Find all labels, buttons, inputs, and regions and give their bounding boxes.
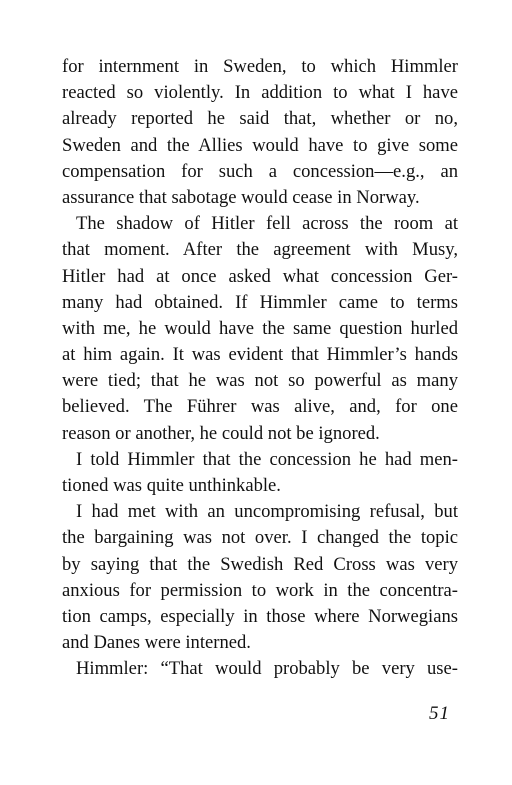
text-line: Sweden and the Allies would have to give some — [62, 134, 458, 156]
text-line: with me, he would have the same question hurled — [62, 317, 458, 339]
text-line: and Danes were interned. — [62, 632, 251, 654]
text-line: anxious for permission to work in the concentra- — [62, 579, 458, 601]
paragraph-start-line: I told Himmler that the concession he had men- — [76, 448, 458, 470]
text-line: reacted so violently. In addition to what I have — [62, 82, 458, 104]
text-line: reason or another, he could not be ignored. — [62, 422, 380, 444]
text-line: were tied; that he was not so powerful as many — [62, 370, 458, 392]
text-line: that moment. After the agreement with Musy, — [62, 239, 458, 261]
text-line: believed. The Führer was alive, and, for one — [62, 396, 458, 418]
text-line: by saying that the Swedish Red Cross was very — [62, 553, 458, 575]
text-line: already reported he said that, whether or no, — [62, 108, 458, 130]
text-line: tioned was quite unthinkable. — [62, 475, 281, 496]
paragraph-start-line: Himmler: “That would probably be very use- — [76, 658, 458, 680]
text-line: Hitler had at once asked what concession Ger- — [62, 265, 458, 287]
paragraph-start-line: I had met with an uncompromising refusal, but — [76, 501, 458, 523]
text-line: assurance that sabotage would cease in Norway. — [62, 186, 420, 208]
text-line: tion camps, especially in those where Norwegians — [62, 605, 458, 627]
text-line: at him again. It was evident that Himmler’s hands — [62, 344, 458, 366]
text-line: compensation for such a concession—e.g., an — [62, 160, 458, 182]
page-number: 51 — [429, 703, 450, 724]
text-line: many had obtained. If Himmler came to terms — [62, 291, 458, 313]
paragraph-start-line: The shadow of Hitler fell across the room at — [76, 213, 458, 235]
body-text — [62, 54, 458, 683]
text-line: the bargaining was not over. I changed the topic — [62, 527, 458, 549]
text-line: for internment in Sweden, to which Himmler — [62, 56, 458, 77]
